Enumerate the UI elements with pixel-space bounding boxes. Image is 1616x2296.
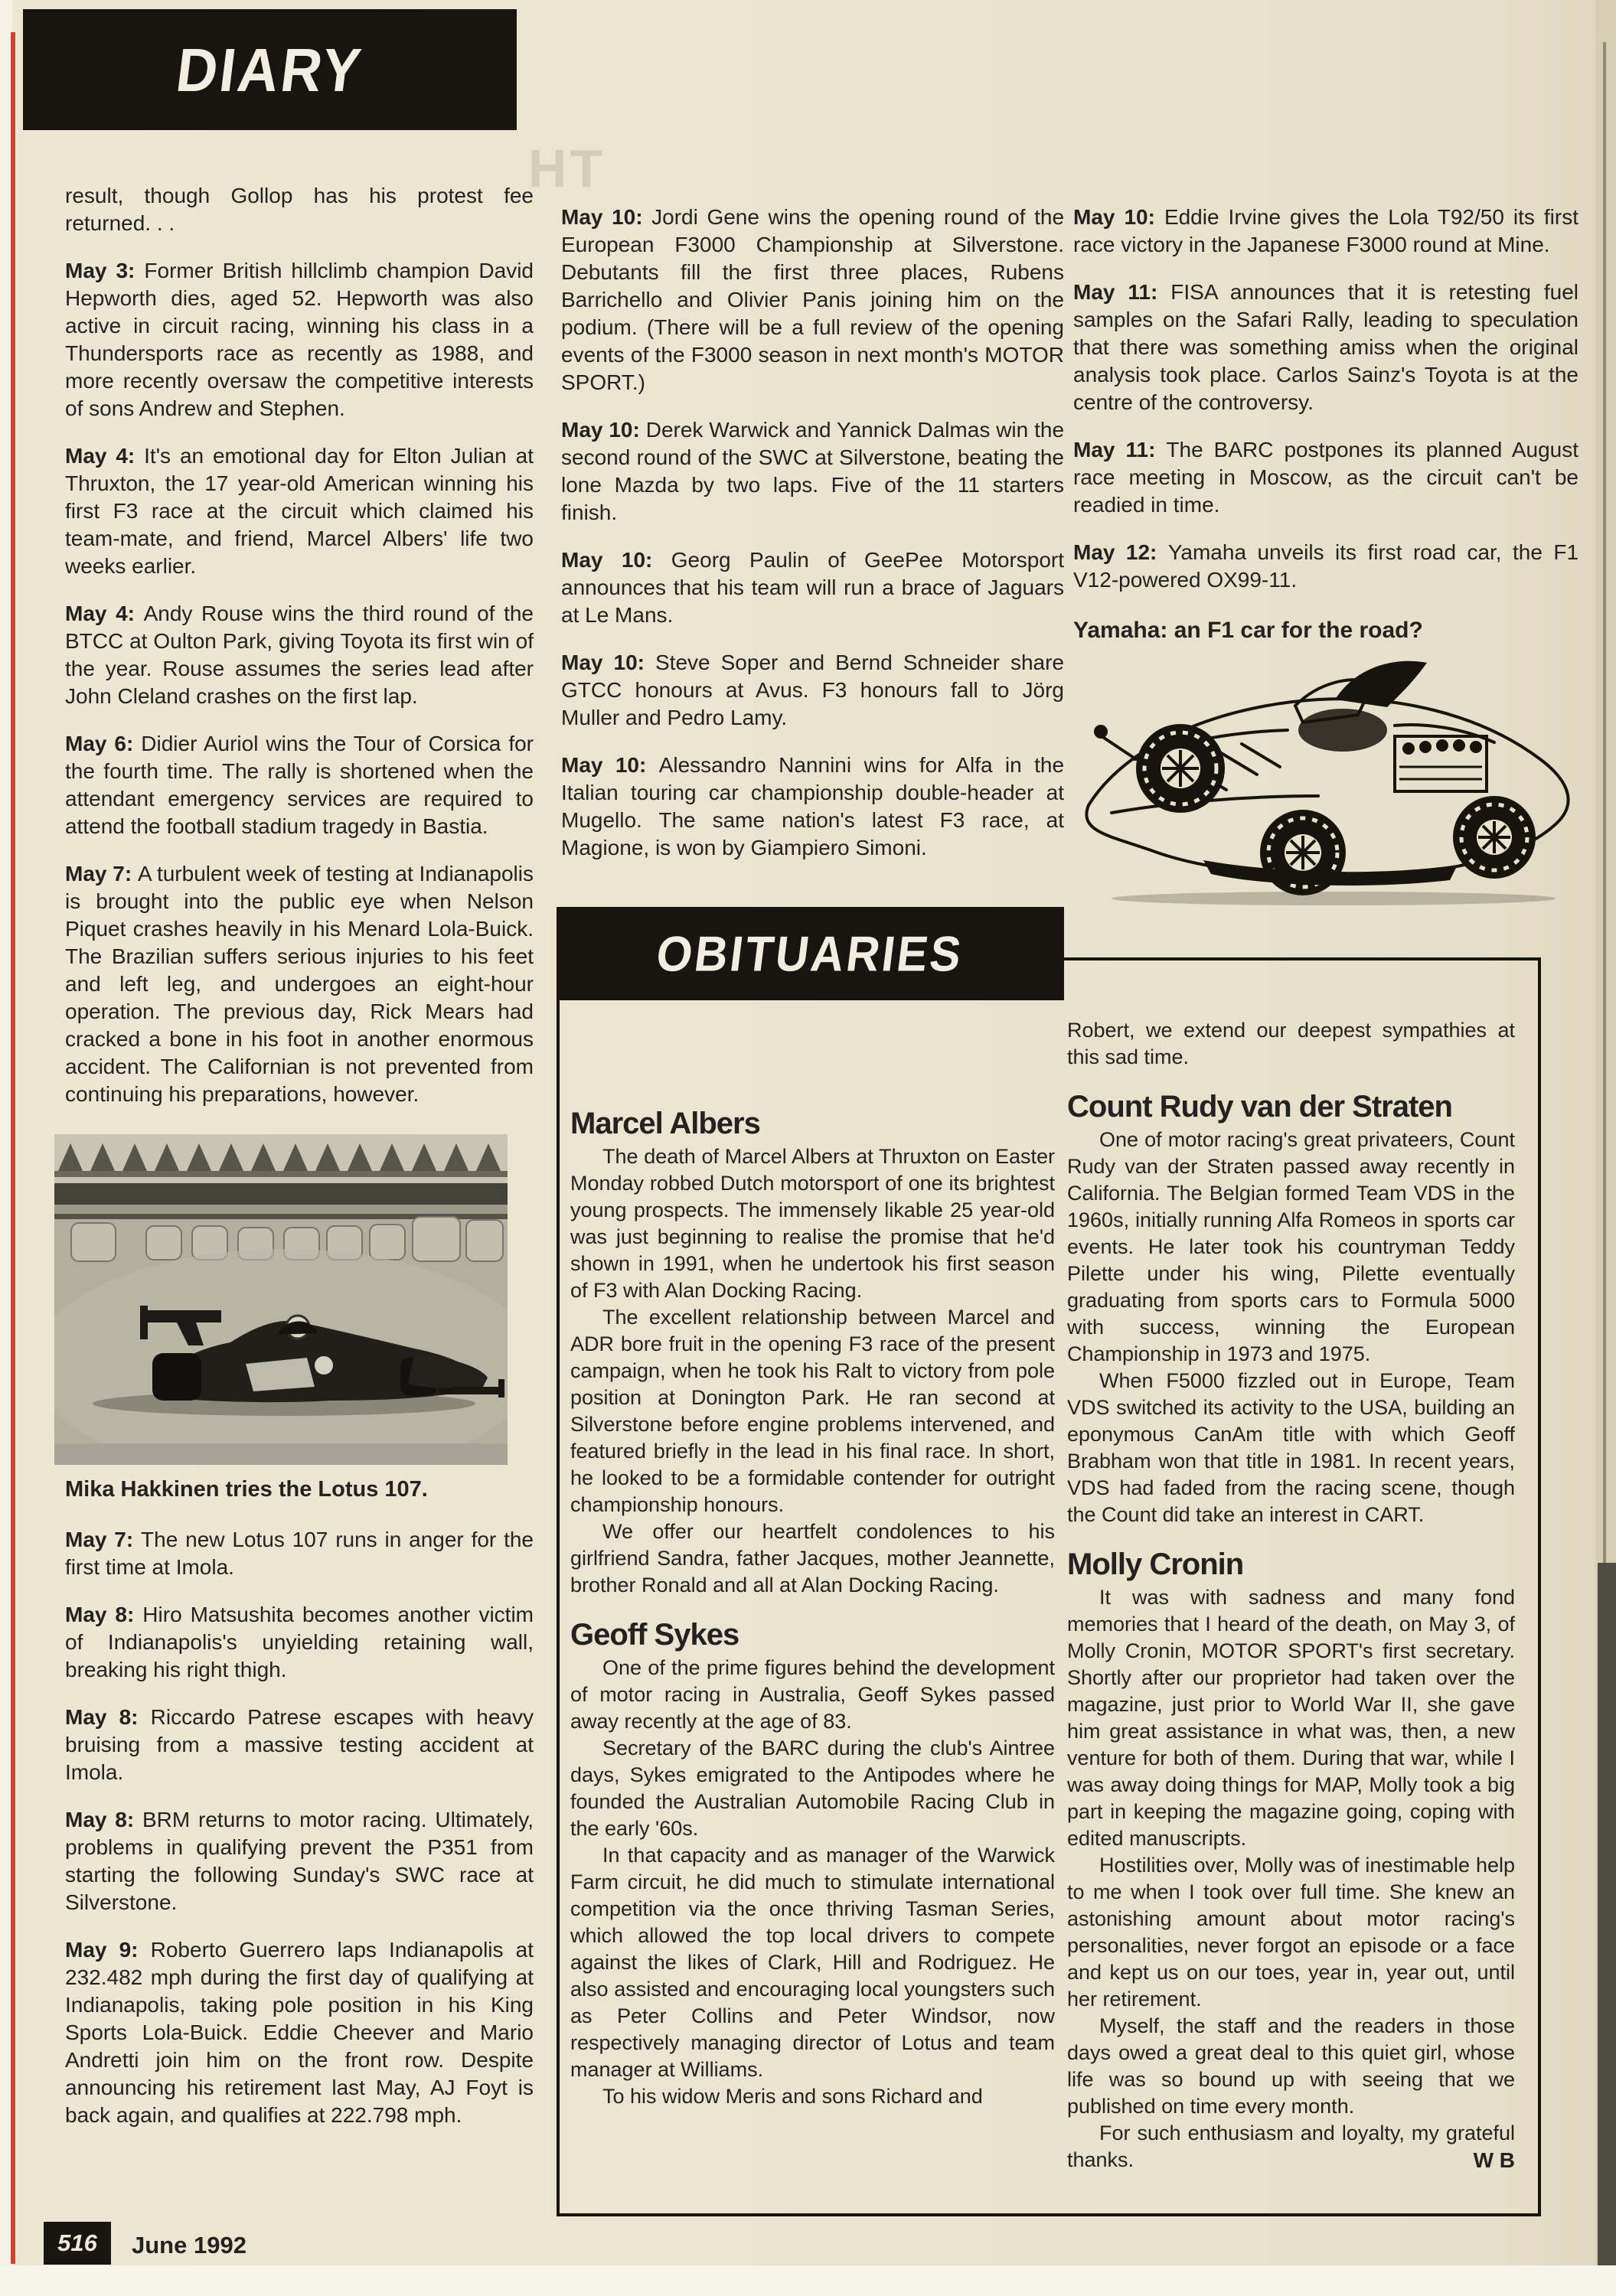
diary-entry-date: May 6:: [65, 732, 134, 755]
obituary-paragraph: One of motor racing's great privateers, Count Rudy van der Straten passed away recently in California. The Belgian formed Team VDS in the 1960s, initially running Alfa Romeos in sports car events. He later took his countryman Teddy Pilette under his wing, Pilette eventually graduating from sports cars to Formula 5000 with success, winning the European Championship in 1973 and 1975.: [1067, 1128, 1515, 1365]
diary-entry-text: result, though Gollop has his protest fee returned. . .: [65, 184, 534, 235]
obituary-continuation: Robert, we extend our deepest sympathies at this sad time.: [1067, 1019, 1515, 1068]
issue-date: June 1992: [132, 2232, 246, 2258]
diary-entry: [65, 1601, 534, 1684]
obituaries-box: [557, 957, 1541, 2216]
diary-entry-text: Former British hillclimb champion David Hepworth dies, aged 52. Hepworth was also active in circuit racing, winning his class in a Thundersports race as recently as 1988, and more recently oversaw the competitive interests of sons Andrew and Stephen.: [65, 259, 534, 420]
diary-entry-text: Jordi Gene wins the opening round of the European F3000 Championship at Silverstone. Debutants fill the first three places, Rubens Barrichello and Olivier Panis joining him on the podium. (There will be a full review of the opening events of the F3000 season in next month's MOTOR SPORT.): [561, 205, 1065, 394]
diary-entry-date: May 8:: [65, 1808, 135, 1831]
obituary-body: [1067, 1127, 1515, 1528]
diary-entry: [1073, 204, 1578, 259]
photo-caption: Mika Hakkinen tries the Lotus 107.: [65, 1477, 428, 1502]
diary-entry-date: May 8:: [65, 1705, 139, 1729]
diary-entry: [561, 752, 1064, 862]
diary-entry: [65, 860, 534, 1108]
diary-entry: [561, 546, 1064, 629]
obituary-paragraph: We offer our heartfelt condolences to his girlfriend Sandra, father Jacques, mother Jeannette, brother Ronald and all at Alan Docking Racing.: [570, 1520, 1055, 1596]
diary-entry-date: May 10:: [561, 548, 653, 572]
diary-entries-left-bottom: [65, 1526, 534, 2129]
diary-entry: [561, 204, 1064, 396]
diary-right-column: [1073, 204, 1578, 921]
diary-left-column: [65, 182, 534, 2129]
diary-entry-date: May 7:: [65, 1528, 134, 1551]
yamaha-ox99-cutaway-illustration: [1066, 652, 1595, 921]
diary-entry-text: A turbulent week of testing at Indianapolis is brought into the public eye when Nelson Piquet crashes heavily in his Menard Lola-Buick. The Brazilian suffers serious injuries to his feet and left leg, and undergoes an eight-hour operation. The previous day, Rick Mears had cracked a bone in his foot in another enormous accident. The Californian is not prevented from continuing his preparations, however.: [65, 862, 534, 1106]
page-title: DIARY: [172, 35, 367, 104]
diary-entry-text: Derek Warwick and Yannick Dalmas win the second round of the SWC at Silverstone, beating the lone Mazda by two laps. Five of the 11 starters finish.: [561, 418, 1065, 524]
diary-entry-date: May 11:: [1073, 280, 1158, 304]
page-number: 516: [57, 2229, 97, 2256]
diary-entry: [65, 1936, 534, 2129]
diary-entry-date: May 8:: [65, 1603, 135, 1626]
obituary-paragraph: The excellent relationship between Marcel and ADR bore fruit in the opening F3 race of the present campaign, when he took his Ralt to victory from pole position at Donington Park. He ran second at Silverstone before engine problems intervened, and featured briefly in the lead in his final race. In short, he looked to be a formidable contender for outright championship honours.: [570, 1306, 1055, 1516]
obituary-paragraph: For such enthusiasm and loyalty, my grateful thanks.: [1067, 2122, 1515, 2171]
obituary-paragraph: When F5000 fizzled out in Europe, Team VDS switched its activity to the USA, building an eponymous CanAm title with which Geoff Brabham won that title in 1981. In recent years, VDS had faded from the racing scene, though the Count did take an interest in CART.: [1067, 1369, 1515, 1526]
diary-entry-date: May 4:: [65, 602, 135, 625]
obituaries-left-column: [570, 960, 1055, 2195]
diary-entry-date: May 3:: [65, 259, 135, 282]
obituary-paragraph: To his widow Meris and sons Richard and: [602, 2085, 983, 2108]
diary-entry-text: Alessandro Nannini wins for Alfa in the Italian touring car championship double-header at Mugello. The same nation's latest F3 race, at Magione, is won by Giampiero Simoni.: [561, 753, 1065, 859]
page-number-badge: [44, 2222, 111, 2265]
diary-entry: [65, 600, 534, 710]
obituaries-title: OBITUARIES: [654, 925, 967, 982]
diary-entry-date: May 10:: [561, 753, 647, 777]
diary-entry-text: BRM returns to motor racing. Ultimately, problems in qualifying prevent the P351 from starting the following Sunday's SWC race at Silverstone.: [65, 1808, 534, 1914]
signature-initials: W B: [1473, 2148, 1515, 2172]
diary-entry: [1073, 279, 1578, 416]
diary-entry-date: May 7:: [65, 862, 132, 885]
diary-entries-right: [1073, 204, 1578, 594]
bleed-through-text: HT: [528, 139, 606, 198]
obituary-paragraph: The death of Marcel Albers at Thruxton on Easter Monday robbed Dutch motorsport of one its brightest young prospects. The immensely likable 25 year-old was just beginning to realise the promise that he'd shown in 1991, when he undertook his first season of F3 with Alan Docking Racing.: [570, 1145, 1055, 1302]
diary-entry-text: Eddie Irvine gives the Lola T92/50 its first race victory in the Japanese F3000 round at Mine.: [1073, 205, 1578, 256]
obituary-body: [570, 1655, 1055, 2110]
diary-entry-text: Riccardo Patrese escapes with heavy bruising from a massive testing accident at Imola.: [65, 1705, 534, 1784]
obituary-body: [1067, 1584, 1515, 2174]
obituary-paragraph: One of the prime figures behind the development of motor racing in Australia, Geoff Sykes passed away recently at the age of 83.: [570, 1656, 1055, 1733]
diary-entry: [1073, 436, 1578, 519]
obituary-paragraph: Myself, the staff and the readers in those days owed a great deal to this quiet girl, whose life was so bound up with seeing that we published on time every month.: [1067, 2014, 1515, 2118]
obituaries-right-column: [1067, 960, 1515, 2195]
diary-entry-date: May 10:: [561, 418, 640, 442]
diary-entry-date: May 4:: [65, 444, 135, 468]
diary-entry-date: May 10:: [1073, 205, 1155, 229]
diary-entry-text: Georg Paulin of GeePee Motorsport announces that his team will run a brace of Jaguars at Le Mans.: [561, 548, 1065, 627]
diary-entry-date: May 10:: [561, 205, 643, 229]
diary-entry: [65, 1704, 534, 1786]
diary-entries-left-top: [65, 182, 534, 1108]
diary-entry-text: Didier Auriol wins the Tour of Corsica for the fourth time. The rally is shortened when the attendant emergency services are required to attend the football stadium tragedy in Bastia.: [65, 732, 534, 838]
obituary-paragraph: In that capacity and as manager of the Warwick Farm circuit, he did much to stimulate international competition via the once thriving Tasman Series, which allowed the top local drivers to compete against the likes of Clark, Hill and Rodriguez. He also assisted and encouraging local youngsters such as Peter Collins and Peter Windsor, now respectively managing director of Lotus and team manager at Williams.: [570, 1844, 1055, 2081]
diary-entry-text: FISA announces that it is retesting fuel samples on the Safari Rally, leading to speculation that there was something amiss when the original analysis took place. Carlos Sainz's Toyota is at the centre of the controversy.: [1073, 280, 1578, 414]
obituary-section: [1067, 1548, 1515, 2174]
page-edge-red-line: [11, 32, 15, 2264]
obituary-name: Count Rudy van der Straten: [1067, 1090, 1452, 1124]
mika-hakkinen-lotus-photo: [54, 1134, 508, 1465]
yamaha-caption: Yamaha: an F1 car for the road?: [1073, 618, 1423, 643]
diary-entry-text: Andy Rouse wins the third round of the BTCC at Oulton Park, giving Toyota its first win of the year. Rouse assumes the series lead after John Cleland crashes on the first lap.: [65, 602, 534, 708]
diary-entry: [561, 416, 1064, 527]
obituary-section: [1067, 1090, 1515, 1528]
page-edge-bottom: [0, 2265, 1616, 2296]
diary-middle-column: [561, 204, 1064, 862]
obituary-name: Geoff Sykes: [570, 1618, 739, 1652]
diary-entry-text: The new Lotus 107 runs in anger for the first time at Imola.: [65, 1528, 534, 1579]
obituary-paragraph: Secretary of the BARC during the club's Aintree days, Sykes emigrated to the Antipodes where he founded the Australian Automobile Racing Club in the early '60s.: [570, 1737, 1055, 1840]
obituary-section: [570, 1107, 1055, 1599]
diary-entry-date: May 9:: [65, 1938, 139, 1962]
diary-entry: [65, 1526, 534, 1581]
obituary-name: Molly Cronin: [1067, 1548, 1244, 1581]
diary-entry-text: The BARC postpones its planned August race meeting in Moscow, as the circuit can't be readied in time.: [1073, 438, 1579, 517]
obituaries-header-bar: [557, 907, 1064, 1000]
diary-entry: [65, 442, 534, 580]
obituary-section: [570, 1618, 1055, 2110]
obituary-body: [570, 1143, 1055, 1599]
obituary-paragraph: Hostilities over, Molly was of inestimable help to me when I took over full time. She knew an astonishing amount about motor racing's personalities, never forgot an episode or a face and kept us on our toes, year in, year out, until her retirement.: [1067, 1854, 1515, 2011]
diary-entry-date: May 10:: [561, 651, 645, 674]
diary-entry-date: May 11:: [1073, 438, 1156, 461]
diary-entry-text: Roberto Guerrero laps Indianapolis at 232.482 mph during the first day of qualifying at Indianapolis, taking pole position in his King Sports Lola-Buick. Eddie Cheever and Mario Andretti join him on the front row. Despite announcing his retirement last May, AJ Foyt is back again, and qualifies at 222.798 mph.: [65, 1938, 534, 2127]
diary-entry-text: Hiro Matsushita becomes another victim of Indianapolis's unyielding retaining wall, breaking his right thigh.: [65, 1603, 534, 1681]
diary-entry: [1073, 539, 1578, 594]
diary-entries-middle: [561, 204, 1064, 862]
diary-entry-date: May 12:: [1073, 540, 1157, 564]
diary-header-bar: [23, 9, 517, 130]
diary-entry: [65, 182, 534, 237]
diary-entry-text: Steve Soper and Bernd Schneider share GTCC honours at Avus. F3 honours fall to Jörg Muller and Pedro Lamy.: [561, 651, 1064, 729]
diary-entry-text: Yamaha unveils its first road car, the F1 V12-powered OX99-11.: [1073, 540, 1579, 592]
obituaries-right-sections: [1067, 1090, 1515, 2174]
obituary-signature: [1067, 2147, 1515, 2174]
diary-entry: [65, 1806, 534, 1916]
diary-entry: [65, 257, 534, 422]
diary-entry: [561, 649, 1064, 732]
obituary-name: Marcel Albers: [570, 1107, 760, 1140]
next-page-photo-edge: [1598, 1563, 1616, 2265]
obituary-paragraph: It was with sadness and many fond memories that I heard of the death, on May 3, of Molly Cronin, MOTOR SPORT's first secretary. Shortly after our proprietor had taken over the magazine, just prior to World War II, she gave him great assistance in what was, then, a new venture for both of them. During that war, while I was away doing things for MAP, Molly took a big part in keeping the magazine going, coping with edited manuscripts.: [1067, 1586, 1515, 1850]
diary-entry-text: It's an emotional day for Elton Julian at Thruxton, the 17 year-old American winning his first F3 race at the circuit which claimed his team-mate, and friend, Marcel Albers' life two weeks earlier.: [65, 444, 534, 578]
diary-entry: [65, 730, 534, 840]
